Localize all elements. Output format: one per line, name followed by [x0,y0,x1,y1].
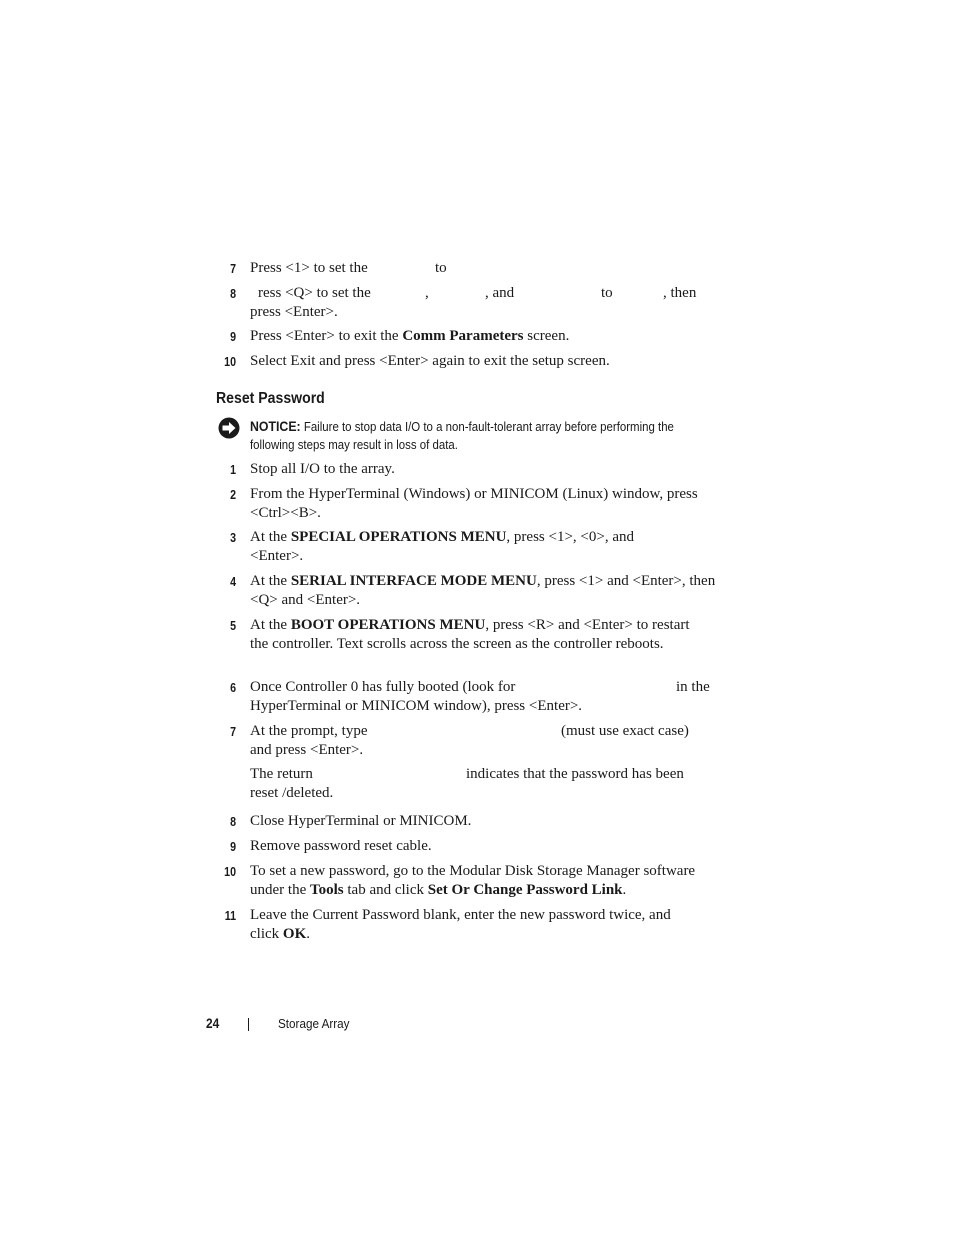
step-text: Stop all I/O to the array. [250,461,395,477]
step-number: 9 [230,839,236,854]
step-number: 11 [224,908,236,923]
step-number: 4 [230,574,236,589]
step-number: 10 [224,354,236,369]
step-number: 5 [230,618,236,633]
step-number: 1 [230,462,236,477]
step-text: To set a new password, go to the Modular Disk Storage Manager software under the Tools tab and click Set Or Change Password Link. [250,863,696,898]
notice-label: NOTICE: [250,418,301,434]
step-number: 8 [230,286,236,301]
document-page: 7 Press <1> to set the to 8 ress <Q> to set the , , and to , then press <Enter>. 9 Press <Enter> to exit the Comm Parameters screen. 10 Select Exit and press <Enter> again to exit the setup screen. Reset Password NOTICE: Failure to stop data I/O to a non-fault-tolerant array before performing the following steps may result in loss of data. 1 Stop all I/O to the array. 2 From the HyperTerminal (Windows) or MINICOM (Linux) window, press <Ctrl><B>. 3 At the SPECIAL OPERATIONS MENU, press <1>, <0>, and <Enter>. 4 At the SERIAL INTERFACE MODE MENU, press <1> and <Enter>, then <Q> and <Enter>. 5 At the BOOT OPERATIONS MENU, press <R> and <Enter> to restart the controller. Text scrolls across the screen as the controller reboots. 6 Once Controller 0 has fully booted (look for in the HyperTerminal or MINICOM window), press <Enter>. 7 At the prompt, type (must use exact case) and press <Enter>. The return indicates that the password has been reset /deleted. 8 Close HyperTerminal or MINICOM. 9 Remove password reset cable. 10 To set a new password, go to the Modular Disk Storage Manager software under the Tools tab and click Set Or Change Password Link. 11 Leave the Current Password blank, enter the new password twice, and click OK. 24 Storage Array [0,0,954,1235]
step-number: 6 [230,680,236,695]
step-number: 9 [230,329,236,344]
notice-text: NOTICE: Failure to stop data I/O to a non-fault-tolerant array before performing the following steps may result in loss of data. [250,418,674,452]
step-text: Select Exit and press <Enter> again to exit the setup screen. [250,353,610,369]
notice-arrow-icon [218,417,240,439]
step-text: Press <Enter> to exit the Comm Parameters screen. [250,328,570,344]
step-text: At the BOOT OPERATIONS MENU, press <R> and <Enter> to restart the controller. Text scrolls across the screen as the controller reboots. [250,617,690,652]
step-text: Once Controller 0 has fully booted (look for in the HyperTerminal or MINICOM window), press <Enter>. [250,679,710,714]
step-number: 3 [230,530,236,545]
footer-title: Storage Array [278,1016,350,1031]
step-text: At the prompt, type (must use exact case) and press <Enter>. The return indicates that the password has been reset /deleted. [250,723,689,801]
step-number: 2 [230,487,236,502]
step-text: Press <1> to set the to [250,260,447,276]
step-text: Close HyperTerminal or MINICOM. [250,813,472,829]
step-text: Remove password reset cable. [250,838,432,854]
section-heading: Reset Password [216,390,325,407]
page-number: 24 [206,1015,220,1031]
step-text: At the SPECIAL OPERATIONS MENU, press <1>, <0>, and <Enter>. [250,529,634,564]
footer-divider [248,1018,249,1031]
step-number: 7 [230,724,236,739]
step-number: 8 [230,814,236,829]
step-text: At the SERIAL INTERFACE MODE MENU, press <1> and <Enter>, then <Q> and <Enter>. [250,573,716,608]
step-number: 7 [230,261,236,276]
step-number: 10 [224,864,236,879]
step-text: From the HyperTerminal (Windows) or MINICOM (Linux) window, press <Ctrl><B>. [250,486,698,521]
step-text: Leave the Current Password blank, enter the new password twice, and click OK. [250,907,671,942]
